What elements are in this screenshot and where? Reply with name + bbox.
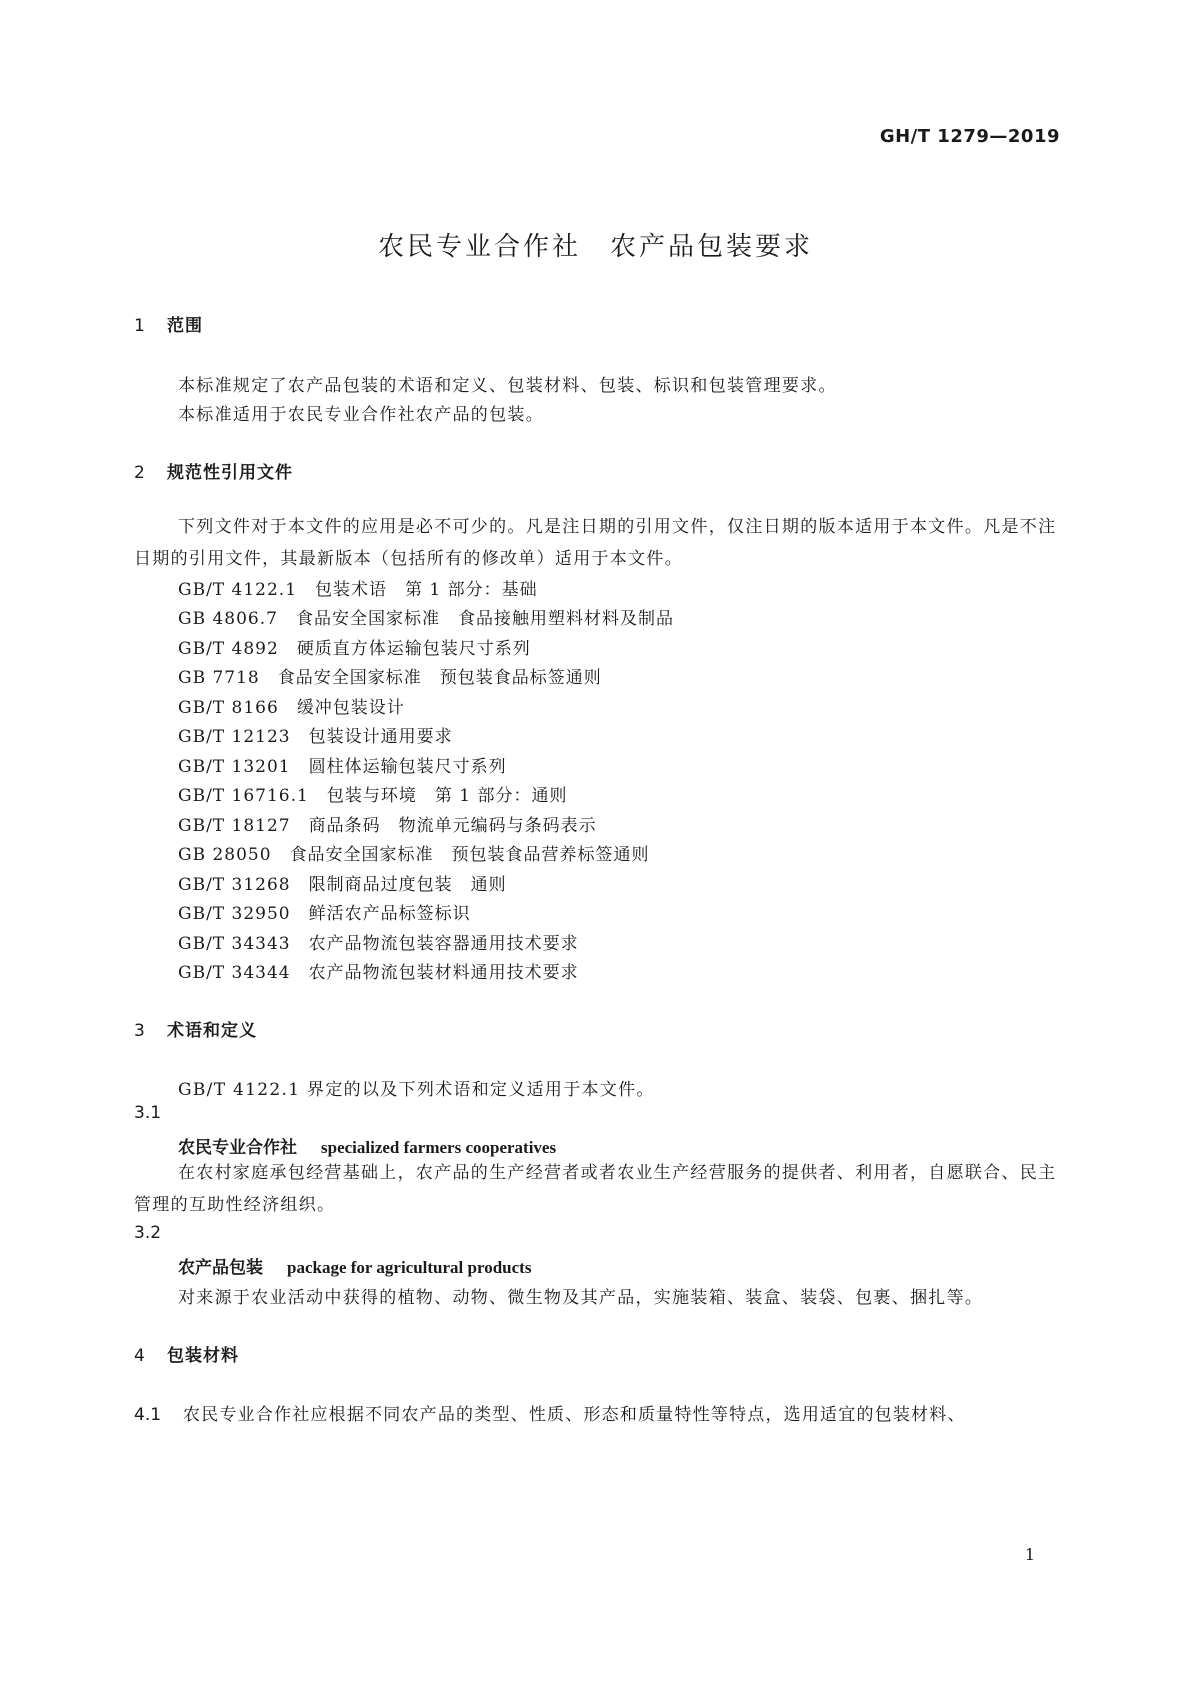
reference-code: GB/T 4122.1 xyxy=(178,580,298,600)
reference-code: GB/T 34344 xyxy=(178,963,291,983)
reference-title: 缓冲包装设计 xyxy=(296,698,405,718)
reference-item xyxy=(178,899,471,924)
reference-title: 包装与环境 第 1 部分：通则 xyxy=(326,786,568,806)
reference-item xyxy=(178,604,674,629)
reference-item xyxy=(178,958,579,983)
term-zh: 农民专业合作社 xyxy=(178,1138,297,1158)
paragraph: 本标准规定了农产品包装的术语和定义、包装材料、包装、标识和包装管理要求。 xyxy=(178,376,837,396)
reference-item xyxy=(178,811,597,836)
reference-title: 食品安全国家标准 预包装食品标签通则 xyxy=(277,668,602,688)
reference-title: 包装术语 第 1 部分：基础 xyxy=(315,580,538,600)
reference-item xyxy=(178,752,507,777)
section-number: 2 xyxy=(134,463,146,483)
reference-item xyxy=(178,929,579,954)
reference-item xyxy=(178,575,538,600)
reference-code: GB 7718 xyxy=(178,668,260,688)
reference-title: 商品条码 物流单元编码与条码表示 xyxy=(308,816,597,836)
section-2-heading xyxy=(134,458,293,483)
term-number: 3.2 xyxy=(134,1223,162,1243)
paragraph: 下列文件对于本文件的应用是必不可少的。凡是注日期的引用文件，仅注日期的版本适用于本文件。凡是不注日期的引用文件，其最新版本（包括所有的修改单）适用于本文件。 xyxy=(134,517,1057,569)
section-title: 规范性引用文件 xyxy=(167,463,293,483)
term-definition: 在农村家庭承包经营基础上，农产品的生产经营者或者农业生产经营服务的提供者、利用者，自愿联合、民主管理的互助性经济组织。 xyxy=(134,1163,1057,1215)
reference-code: GB/T 12123 xyxy=(178,727,291,747)
clause-text: 农民专业合作社应根据不同农产品的类型、性质、形态和质量特性等特点，选用适宜的包装材料、 xyxy=(183,1405,966,1425)
section-number: 3 xyxy=(134,1021,146,1041)
reference-item xyxy=(178,840,650,865)
reference-title: 食品安全国家标准 预包装食品营养标签通则 xyxy=(289,845,650,865)
section-4-heading xyxy=(134,1341,239,1366)
reference-code: GB 28050 xyxy=(178,845,272,865)
term-heading xyxy=(178,1253,531,1278)
reference-title: 硬质直方体运输包装尺寸系列 xyxy=(296,639,531,659)
section-title: 包装材料 xyxy=(167,1346,239,1366)
reference-item xyxy=(178,722,453,747)
reference-title: 限制商品过度包装 通则 xyxy=(308,875,507,895)
paragraph: 本标准适用于农民专业合作社农产品的包装。 xyxy=(178,405,544,425)
reference-item xyxy=(178,693,405,718)
document-title: 农民专业合作社 农产品包装要求 xyxy=(377,232,813,262)
reference-title: 鲜活农产品标签标识 xyxy=(308,904,471,924)
reference-item xyxy=(178,663,602,688)
reference-code: GB/T 4892 xyxy=(178,639,279,659)
clause xyxy=(134,1400,966,1425)
reference-code: GB/T 32950 xyxy=(178,904,291,924)
section-number: 4 xyxy=(134,1346,146,1366)
reference-code: GB/T 34343 xyxy=(178,934,291,954)
section-3-heading xyxy=(134,1016,257,1041)
section-title: 术语和定义 xyxy=(167,1021,257,1041)
reference-item xyxy=(178,634,531,659)
section-number: 1 xyxy=(134,316,146,336)
term-heading xyxy=(178,1133,556,1158)
reference-title: 农产品物流包装材料通用技术要求 xyxy=(308,963,579,983)
paragraph: GB/T 4122.1 界定的以及下列术语和定义适用于本文件。 xyxy=(178,1080,655,1100)
term-en: package for agricultural products xyxy=(287,1258,532,1277)
reference-code: GB/T 13201 xyxy=(178,757,291,777)
term-number: 3.1 xyxy=(134,1103,162,1123)
clause-number: 4.1 xyxy=(134,1405,162,1425)
reference-item xyxy=(178,781,567,806)
reference-title: 圆柱体运输包装尺寸系列 xyxy=(308,757,507,777)
reference-code: GB/T 16716.1 xyxy=(178,786,309,806)
reference-title: 农产品物流包装容器通用技术要求 xyxy=(308,934,579,954)
section-title: 范围 xyxy=(167,316,203,336)
reference-code: GB/T 8166 xyxy=(178,698,279,718)
page-number: 1 xyxy=(1024,1545,1035,1564)
reference-item xyxy=(178,870,507,895)
section-1-heading xyxy=(134,311,203,336)
reference-code: GB/T 31268 xyxy=(178,875,291,895)
reference-title: 食品安全国家标准 食品接触用塑料材料及制品 xyxy=(295,609,674,629)
term-en: specialized farmers cooperatives xyxy=(321,1138,557,1157)
standard-code: GH/T 1279—2019 xyxy=(879,126,1060,147)
term-definition: 对来源于农业活动中获得的植物、动物、微生物及其产品，实施装箱、装盒、装袋、包裹、捆扎等。 xyxy=(178,1288,984,1308)
reference-title: 包装设计通用要求 xyxy=(308,727,453,747)
term-zh: 农产品包装 xyxy=(178,1258,263,1278)
reference-code: GB 4806.7 xyxy=(178,609,278,629)
reference-code: GB/T 18127 xyxy=(178,816,291,836)
